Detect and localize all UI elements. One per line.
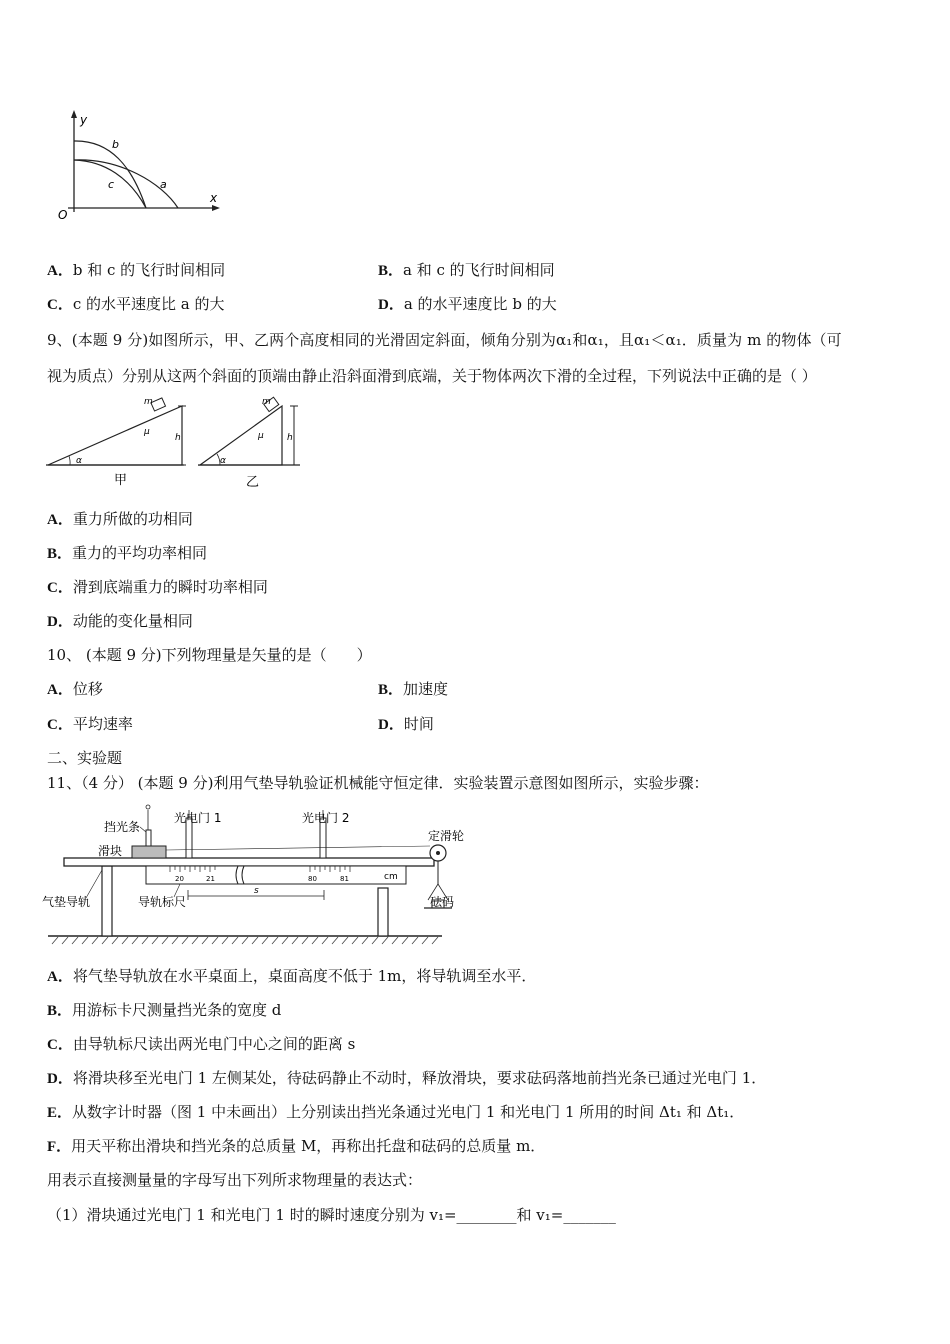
curve-label-a: a [160,178,167,191]
q11-step-a: A．将气垫导轨放在水平桌面上，桌面高度不低于 1m，将导轨调至水平． [47,967,537,985]
label-gate2: 光电门 2 [302,811,350,825]
origin-label: O [58,208,68,222]
q10-option-c[interactable]: C．平均速率 [47,715,133,733]
distance-s-label: s [254,886,259,896]
section-title: 二、实验题 [47,749,123,767]
q11-step-f: F．用天平称出滑块和挡光条的总质量 M，再称出托盘和砝码的总质量 m． [47,1137,546,1155]
q10-option-d[interactable]: D．时间 [378,715,434,733]
ruler-unit: cm [384,872,398,882]
incline2-height-label: h [287,433,293,443]
ruler-tick-80: 80 [308,875,317,883]
ruler-tick-20: 20 [175,875,184,883]
label-gate1: 光电门 1 [174,811,222,825]
q10-option-b[interactable]: B．加速度 [378,680,449,698]
q9-stem-line2: 视为质点）分别从这两个斜面的顶端由静止沿斜面滑到底端，关于物体两次下滑的全过程，下列说法中正确的是（ ） [47,367,817,385]
incline1-mass-label: m [144,397,153,407]
q8-option-a[interactable]: A．b 和 c 的飞行时间相同 [47,261,226,279]
air-track-figure [40,800,465,950]
q11-stem: 11、（4 分） (本题 9 分)利用气垫导轨验证机械能守恒定律．实验装置示意图如图所示，实验步骤： [47,774,709,792]
label-air-rail: 气垫导轨 [42,895,91,909]
incline1-caption: 甲 [114,473,128,488]
x-axis-label: x [210,191,218,205]
q9-option-d[interactable]: D．动能的变化量相同 [47,612,193,630]
label-shade-bar: 挡光条 [104,820,141,834]
q9-option-b[interactable]: B．重力的平均功率相同 [47,544,208,562]
incline2-mu-label: μ [258,431,264,441]
q11-sub1[interactable]: （1）滑块通过光电门 1 和光电门 1 时的瞬时速度分别为 v₁=________和 v₁=_______ [47,1206,616,1224]
q11-step-b: B．用游标卡尺测量挡光条的宽度 d [47,1001,282,1019]
incline2-mass-label: m [262,397,271,407]
incline-figure [44,394,314,490]
q10-option-a[interactable]: A．位移 [47,680,103,698]
ruler-tick-21: 21 [206,875,215,883]
q10-stem: 10、 (本题 9 分)下列物理量是矢量的是（ ） [47,646,372,664]
incline2-caption: 乙 [246,475,260,490]
incline2-angle-label: α [220,456,226,466]
q8-option-b[interactable]: B．a 和 c 的飞行时间相同 [378,261,555,279]
q9-option-a[interactable]: A．重力所做的功相同 [47,510,193,528]
curve-label-c: c [108,178,115,191]
incline1-mu-label: μ [144,427,150,437]
incline1-angle-label: α [76,456,82,466]
projectile-figure [50,108,230,223]
q11-step-e: E．从数字计时器（图 1 中未画出）上分别读出挡光条通过光电门 1 和光电门 1 所用的时间 Δt₁ 和 Δt₁． [47,1103,745,1121]
curve-label-b: b [112,138,119,151]
y-axis-label: y [80,113,88,127]
q11-prompt: 用表示直接测量量的字母写出下列所求物理量的表达式： [47,1171,423,1189]
q9-stem-line1: 9、(本题 9 分)如图所示，甲、乙两个高度相同的光滑固定斜面，倾角分别为α₁和α₁，且α₁＜α₁．质量为 m 的物体（可 [47,331,842,349]
q8-option-d[interactable]: D．a 的水平速度比 b 的大 [378,295,557,313]
q11-step-c: C．由导轨标尺读出两光电门中心之间的距离 s [47,1035,356,1053]
incline1-height-label: h [175,433,181,443]
q8-option-c[interactable]: C．c 的水平速度比 a 的大 [47,295,225,313]
ruler-tick-81: 81 [340,875,349,883]
label-ruler: 导轨标尺 [138,895,187,909]
label-slider: 滑块 [98,844,123,858]
label-pulley: 定滑轮 [428,829,465,843]
q11-step-d: D．将滑块移至光电门 1 左侧某处，待砝码静止不动时，释放滑块，要求砝码落地前挡光条已通过光电门 1． [47,1069,767,1087]
label-weight: 砝码 [429,895,454,909]
q9-option-c[interactable]: C．滑到底端重力的瞬时功率相同 [47,578,268,596]
